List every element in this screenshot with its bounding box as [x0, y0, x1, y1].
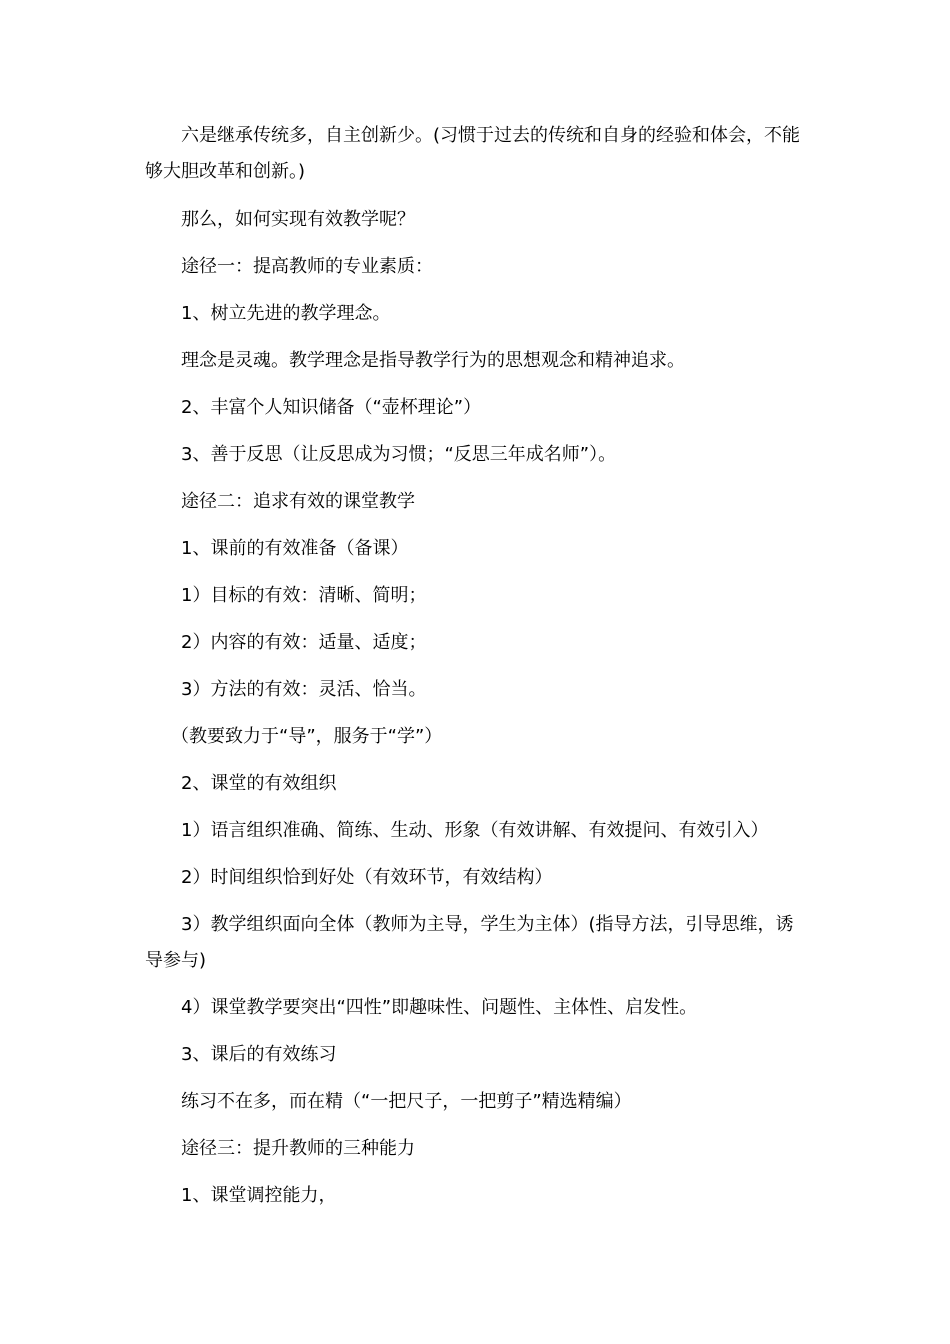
sub-item-language: 1）语言组织准确、简练、生动、形象（有效讲解、有效提问、有效引入）	[181, 820, 769, 841]
sub-item-content: 2）内容的有效：适量、适度；	[181, 632, 427, 653]
heading-path-two: 途径二：追求有效的课堂教学	[181, 491, 415, 512]
sub-item-organization: 3）教学组织面向全体（教师为主导，学生为主体）(指导方法，引导思维，诱导参与)	[145, 914, 794, 971]
heading-path-one: 途径一：提高教师的专业素质：	[181, 256, 433, 277]
paragraph-tradition: 六是继承传统多，自主创新少。(习惯于过去的传统和自身的经验和体会，不能够大胆改革和创新。)	[145, 125, 801, 182]
list-item-2-2: 2、课堂的有效组织	[181, 773, 337, 794]
list-item-2-1: 1、课前的有效准备（备课）	[181, 538, 409, 559]
paragraph-note: （教要致力于“导”，服务于“学”）	[171, 726, 443, 747]
sub-item-four-features: 4）课堂教学要突出“四性”即趣味性、问题性、主体性、启发性。	[181, 997, 698, 1018]
list-item-1-3: 3、善于反思（让反思成为习惯；“反思三年成名师”）。	[181, 444, 617, 465]
list-item-3-1: 1、课堂调控能力，	[181, 1185, 337, 1206]
sub-item-method: 3）方法的有效：灵活、恰当。	[181, 679, 427, 700]
heading-path-three: 途径三：提升教师的三种能力	[181, 1138, 415, 1159]
paragraph-concept: 理念是灵魂。教学理念是指导教学行为的思想观念和精神追求。	[181, 350, 685, 371]
sub-item-time: 2）时间组织恰到好处（有效环节，有效结构）	[181, 867, 553, 888]
paragraph-question: 那么，如何实现有效教学呢？	[181, 209, 415, 230]
list-item-1-1: 1、树立先进的教学理念。	[181, 303, 391, 324]
list-item-1-2: 2、丰富个人知识储备（“壶杯理论”）	[181, 397, 482, 418]
paragraph-practice: 练习不在多，而在精（“一把尺子，一把剪子”精选精编）	[181, 1091, 632, 1112]
list-item-2-3: 3、课后的有效练习	[181, 1044, 337, 1065]
sub-item-goal: 1）目标的有效：清晰、简明；	[181, 585, 427, 606]
